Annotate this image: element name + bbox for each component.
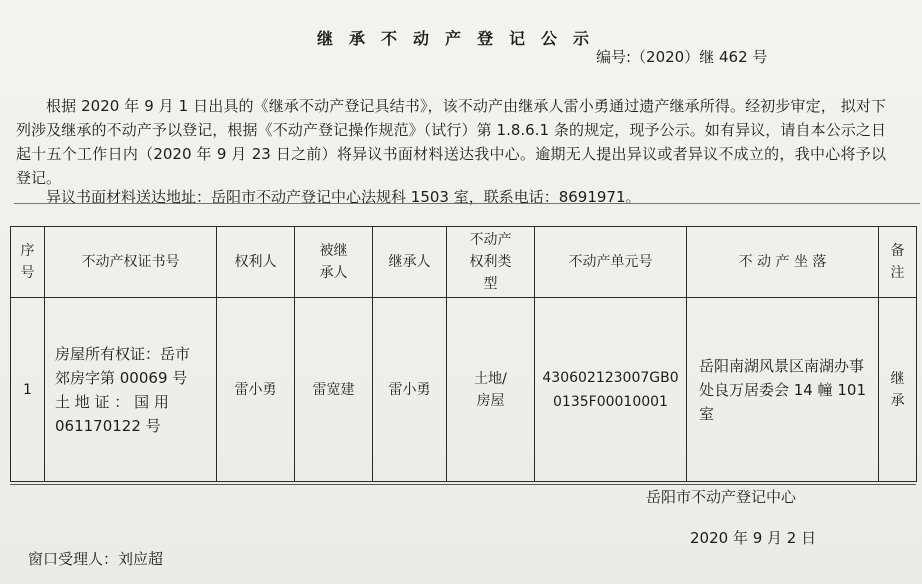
cell-note: 继 承 (879, 298, 917, 482)
cell-unit-number: 430602123007GB0 0135F00010001 (535, 298, 687, 482)
objection-address: 异议书面材料送达地址：岳阳市不动产登记中心法规科 1503 室，联系电话：8691971。 (46, 188, 641, 206)
issuing-organization: 岳阳市不动产登记中心 (646, 488, 797, 506)
header-right-type: 不动产 权利类 型 (447, 227, 535, 298)
header-heir: 继承人 (373, 227, 447, 298)
cell-decedent: 雷宽建 (295, 298, 373, 482)
cell-certificate: 房屋所有权证：岳市 郊房字第 00069 号 土 地 证 ： 国 用 061170122 号 (45, 298, 217, 482)
issue-date: 2020 年 9 月 2 日 (690, 529, 817, 547)
table-row (11, 298, 917, 482)
cell-right-type: 土地/ 房屋 (447, 298, 535, 482)
header-location: 不 动 产 坐 落 (687, 227, 879, 298)
table-header-row (11, 227, 917, 298)
property-registration-table (10, 226, 917, 482)
notice-paragraph: 根据 2020 年 9 月 1 日出具的《继承不动产登记具结书》，该不动产由继承人雷小勇通过遗产继承所得。经初步审定， 拟对下列涉及继承的不动产予以登记，根据《不动产登记操作规范》（试行）第 1.8.6.1 条的规定，现予公示。如有异议，请自本公示之日起十五个工作日内（2020 年 9 月 23 日之前）将异议书面材料送达我中心。逾期无人提出异议或者异议不成立的，我中心将予以登记。 (16, 97, 886, 187)
cell-seq: 1 (11, 298, 45, 482)
header-right-holder: 权利人 (217, 227, 295, 298)
cell-location: 岳阳南湖风景区南湖办事 处良万居委会 14 幢 101 室 (687, 298, 879, 482)
document-number: 编号:（2020）继 462 号 (596, 48, 768, 66)
divider-line (14, 203, 920, 204)
divider-line-bottom (10, 484, 916, 485)
notice-title: 继承不动产登记公示 (316, 29, 605, 48)
window-receiver: 窗口受理人：刘应超 (28, 550, 164, 568)
header-certificate: 不动产权证书号 (45, 227, 217, 298)
header-seq: 序 号 (11, 227, 45, 298)
header-unit-number: 不动产单元号 (535, 227, 687, 298)
cell-right-holder: 雷小勇 (217, 298, 295, 482)
cell-heir: 雷小勇 (373, 298, 447, 482)
header-note: 备 注 (879, 227, 917, 298)
header-decedent: 被继 承人 (295, 227, 373, 298)
